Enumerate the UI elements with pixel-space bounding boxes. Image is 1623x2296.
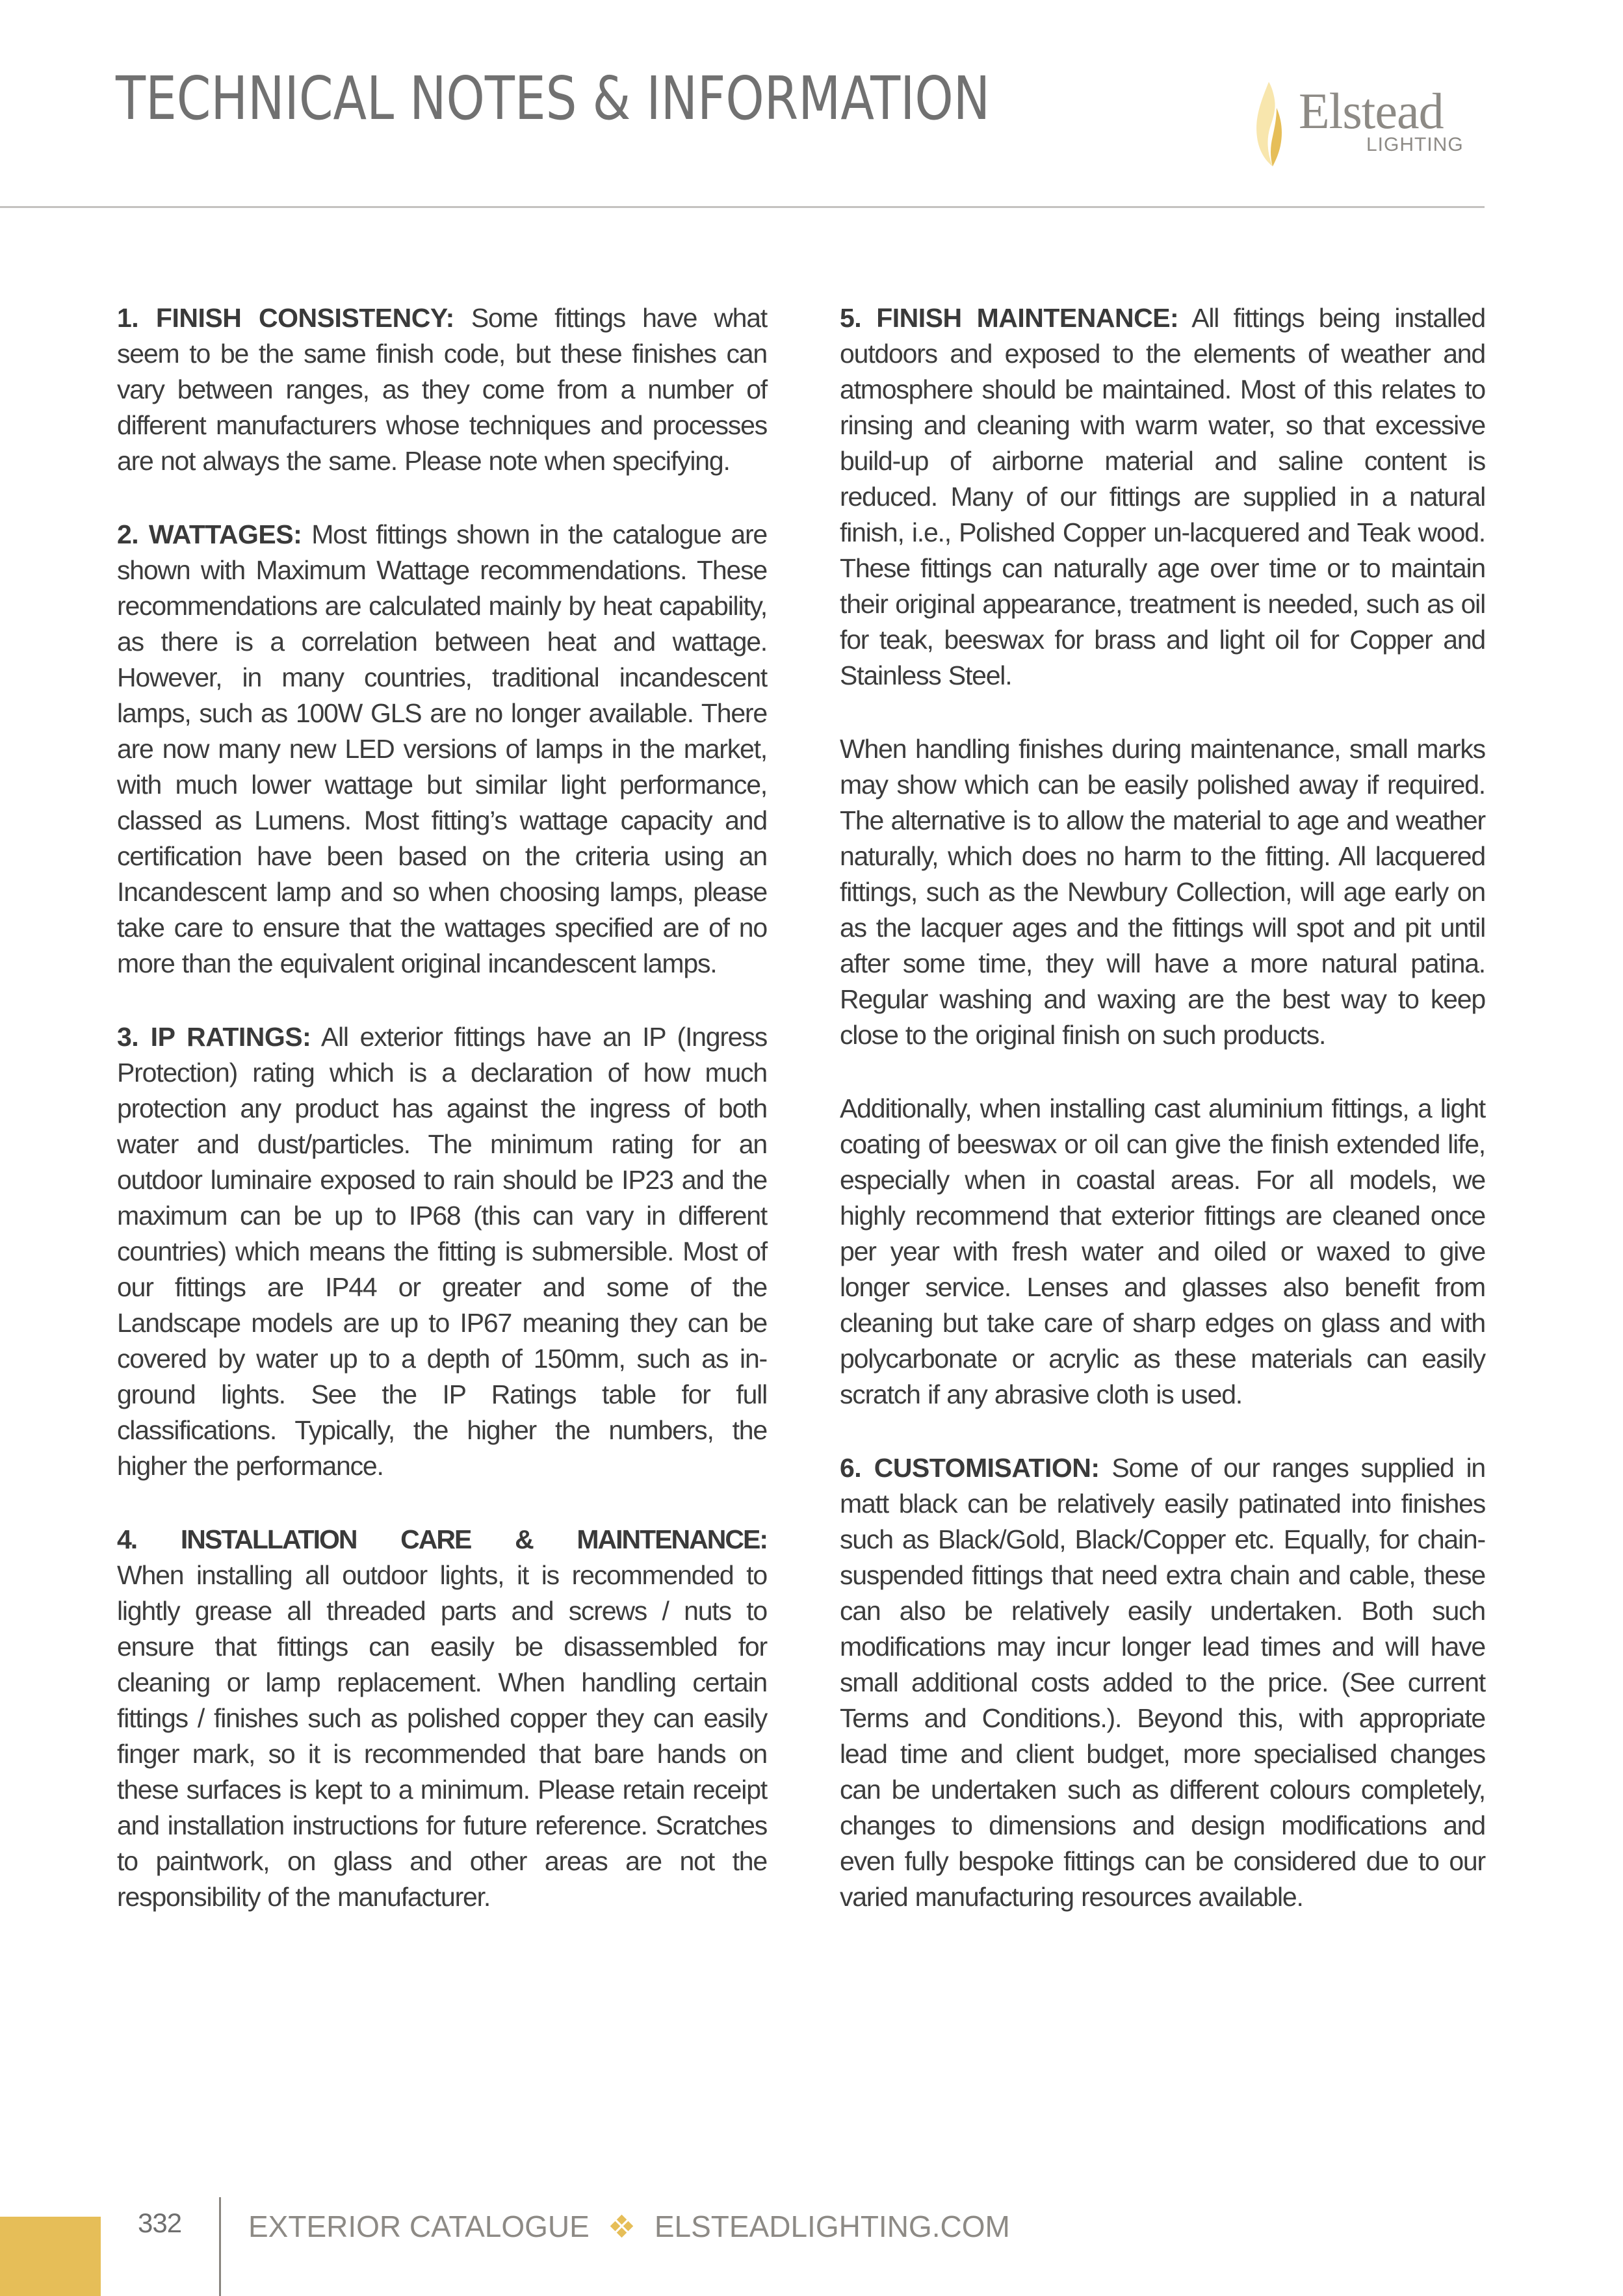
left-column	[117, 300, 767, 1953]
section-heading: 1. FINISH CONSISTENCY:	[117, 303, 454, 333]
section-body: All exterior fittings have an IP (Ingress Protection) rating which is a declaration of how much protection any product has against the ingress of both water and dust/particles. The minimum rating for an outdoor luminaire exposed to rain should be IP23 and the maximum can be up to IP68 (this can vary in different countries) which means the fitting is submersible. Most of our fittings are IP44 or greater and some of the Landscape models are up to IP67 meaning they can be covered by water up to a depth of 150mm, such as in-ground lights. See the IP Ratings table for full classifications. Typically, the higher the numbers, the higher the performance.	[117, 1022, 767, 1481]
section-heading: 6. CUSTOMISATION:	[840, 1453, 1100, 1483]
logo-wordmark: Elstead	[1299, 83, 1444, 139]
footer-catalogue-label: EXTERIOR CATALOGUE	[248, 2210, 590, 2243]
section-body: Some fittings have what seem to be the same finish code, but these finishes can vary between ranges, as they come from a number of different manufacturers whose techniques and processes are not always the same. Please note when specifying.	[117, 303, 767, 476]
flame-icon	[1254, 82, 1293, 166]
brand-logo	[1254, 77, 1488, 168]
logo-subtitle: LIGHTING	[1366, 134, 1464, 155]
section-body: All fittings being installed outdoors and exposed to the elements of weather and atmosphere should be maintained. Most of this relates to rinsing and cleaning with warm water, so that excessive build-up of airborne material and saline content is reduced. Many of our fittings are supplied in a natural finish, i.e., Polished Copper un-lacquered and Teak wood. These fittings can naturally age over time or to maintain their original appearance, treatment is needed, such as oil for teak, beeswax for brass and light oil for Copper and Stainless Steel.	[840, 303, 1485, 690]
section-heading: 5. FINISH MAINTENANCE:	[840, 303, 1179, 333]
footer-text	[248, 2209, 1010, 2244]
section-finish-maintenance-handling	[840, 731, 1485, 1053]
section-heading: 4. INSTALLATION CARE & MAINTENANCE:	[117, 1524, 767, 1554]
section-finish-consistency	[117, 300, 767, 479]
section-body: When installing all outdoor lights, it is recommended to lightly grease all threaded parts and screws / nuts to ensure that fittings can easily be disassembled for cleaning or lamp replacement. When handling certain fittings / finishes such as polished copper they can easily finger mark, so it is recommended that bare hands on these surfaces is kept to a minimum. Please retain receipt and installation instructions for future reference. Scratches to paintwork, on glass and other areas are not the responsibility of the manufacturer.	[117, 1560, 767, 1912]
section-installation-care	[117, 1522, 767, 1915]
section-wattages	[117, 517, 767, 982]
section-body: When handling finishes during maintenance, small marks may show which can be easily polished away if required. The alternative is to allow the material to age and weather naturally, which does no harm to the fitting. All lacquered fittings, such as the Newbury Collection, will age early on as the lacquer ages and the fittings will spot and pit until after some time, they will have a more natural patina. Regular washing and waxing are the best way to keep close to the original finish on such products.	[840, 734, 1485, 1050]
section-finish-maintenance	[840, 300, 1485, 694]
diamond-cluster-icon	[610, 2215, 634, 2238]
section-heading: 3. IP RATINGS:	[117, 1022, 311, 1052]
footer-divider	[219, 2197, 221, 2296]
header-divider	[0, 206, 1485, 208]
section-body: Most fittings shown in the catalogue are shown with Maximum Wattage recommendations. These recommendations are calculated mainly by heat capability, as there is a correlation between heat and wattage. However, in many countries, traditional incandescent lamps, such as 100W GLS are no longer available. There are now many new LED versions of lamps in the market, with much lower wattage but similar light performance, classed as Lumens. Most fitting’s wattage capacity and certification have been based on the criteria using an Incandescent lamp and so when choosing lamps, please take care to ensure that the wattages specified are of no more than the equivalent original incandescent lamps.	[117, 519, 767, 978]
section-customisation	[840, 1450, 1485, 1915]
section-finish-maintenance-additional	[840, 1091, 1485, 1413]
page-number: 332	[138, 2208, 182, 2238]
section-heading: 2. WATTAGES:	[117, 519, 302, 549]
section-body: Additionally, when installing cast aluminium fittings, a light coating of beeswax or oil can give the finish extended life, especially when in coastal areas. For all models, we highly recommend that exterior fittings are cleaned once per year with fresh water and oiled or waxed to give longer service. Lenses and glasses also benefit from cleaning but take care of sharp edges on glass and with polycarbonate or acrylic as these materials can easily scratch if any abrasive cloth is used.	[840, 1093, 1485, 1409]
right-column	[840, 300, 1485, 1953]
footer-accent-block	[0, 2217, 101, 2296]
footer-website-link[interactable]: ELSTEADLIGHTING.COM	[654, 2210, 1010, 2243]
section-ip-ratings	[117, 1019, 767, 1484]
page-title: TECHNICAL NOTES & INFORMATION	[116, 64, 991, 133]
section-body: Some of our ranges supplied in matt black can be relatively easily patinated into finishes such as Black/Gold, Black/Copper etc. Equally, for chain-suspended fittings that need extra chain and cable, these can also be relatively easily undertaken. Both such modifications may incur longer lead times and will have small additional costs added to the price. (See current Terms and Conditions.). Beyond this, with appropriate lead time and client budget, more specialised changes can be undertaken such as different colours completely, changes to dimensions and design modifications and even fully bespoke fittings can be considered due to our varied manufacturing resources available.	[840, 1453, 1486, 1912]
